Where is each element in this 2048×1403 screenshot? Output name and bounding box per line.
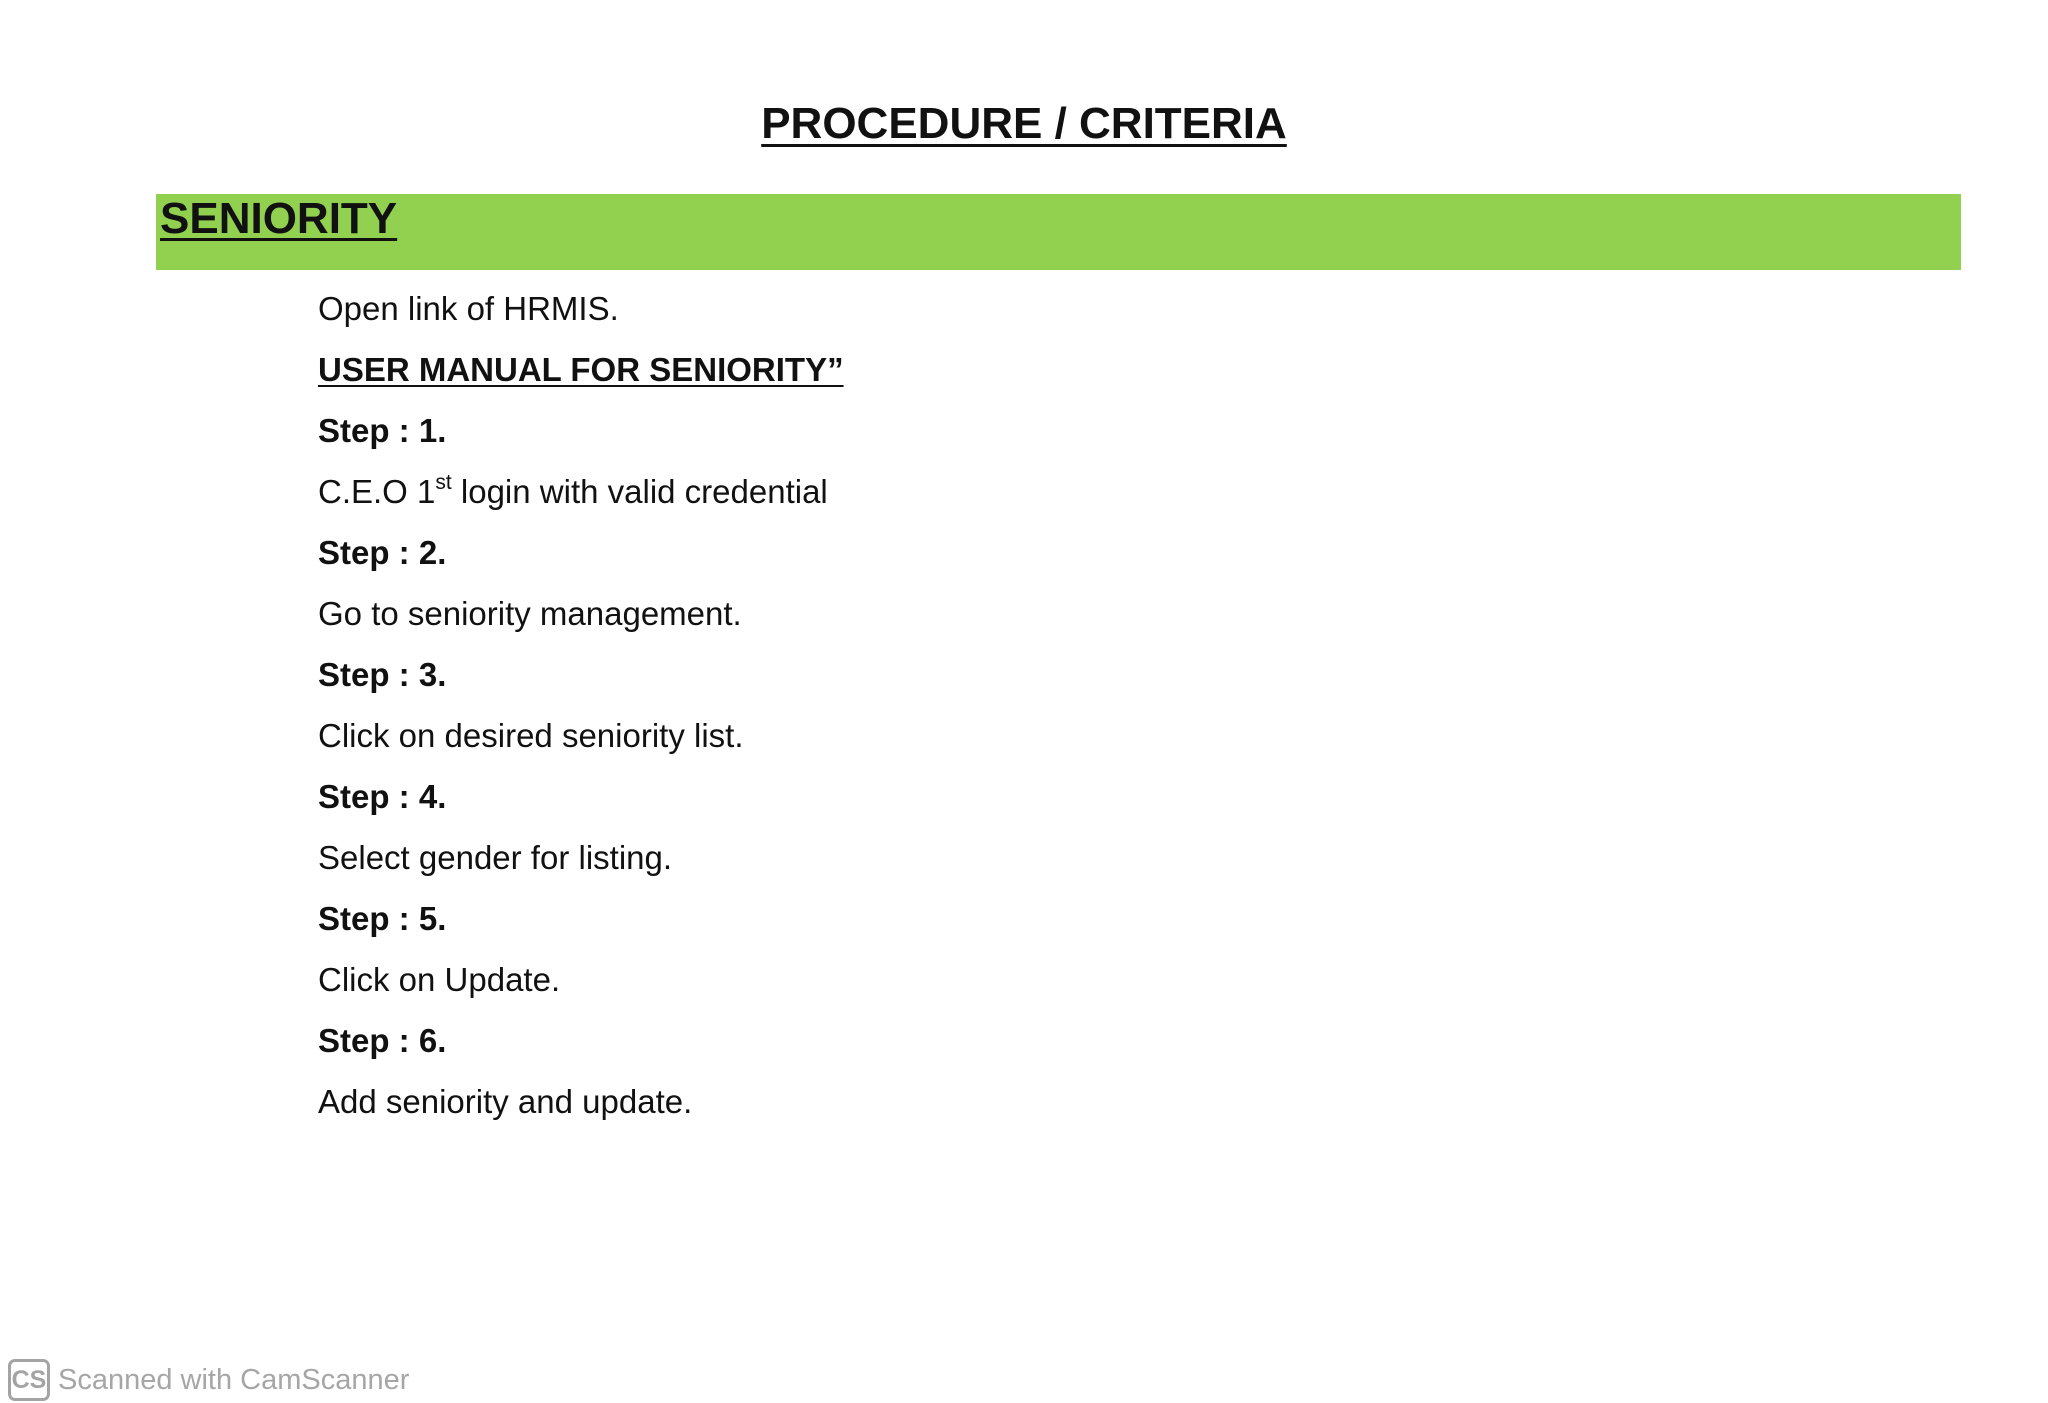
step-text: Add seniority and update.: [318, 1083, 693, 1120]
step-text-before: C.E.O 1: [318, 473, 436, 510]
step-text: Select gender for listing.: [318, 839, 673, 876]
section-header-bar: [156, 194, 1961, 270]
ordinal-superscript: st: [435, 471, 452, 494]
page-title: PROCEDURE / CRITERIA: [761, 99, 1287, 148]
step-label: Step : 1.: [318, 412, 447, 449]
step-label: Step : 6.: [318, 1022, 447, 1059]
step-label: Step : 4.: [318, 778, 447, 815]
step-text: Click on Update.: [318, 961, 561, 998]
step-text: [318, 467, 1818, 528]
step-text: Go to seniority management.: [318, 595, 742, 632]
camscanner-logo-icon: CS: [8, 1359, 50, 1401]
watermark-text: Scanned with CamScanner: [58, 1363, 410, 1396]
step-label: Step : 3.: [318, 656, 447, 693]
intro-text: Open link of HRMIS.: [318, 290, 619, 327]
step-label: Step : 5.: [318, 900, 447, 937]
step-label: Step : 2.: [318, 534, 447, 571]
user-manual-title: USER MANUAL FOR SENIORITY”: [318, 351, 844, 388]
step-text-after: login with valid credential: [451, 473, 828, 510]
section-heading: SENIORITY: [160, 194, 398, 243]
procedure-content: [318, 284, 1818, 1138]
camscanner-watermark: [8, 1357, 409, 1403]
step-text: Click on desired seniority list.: [318, 717, 744, 754]
